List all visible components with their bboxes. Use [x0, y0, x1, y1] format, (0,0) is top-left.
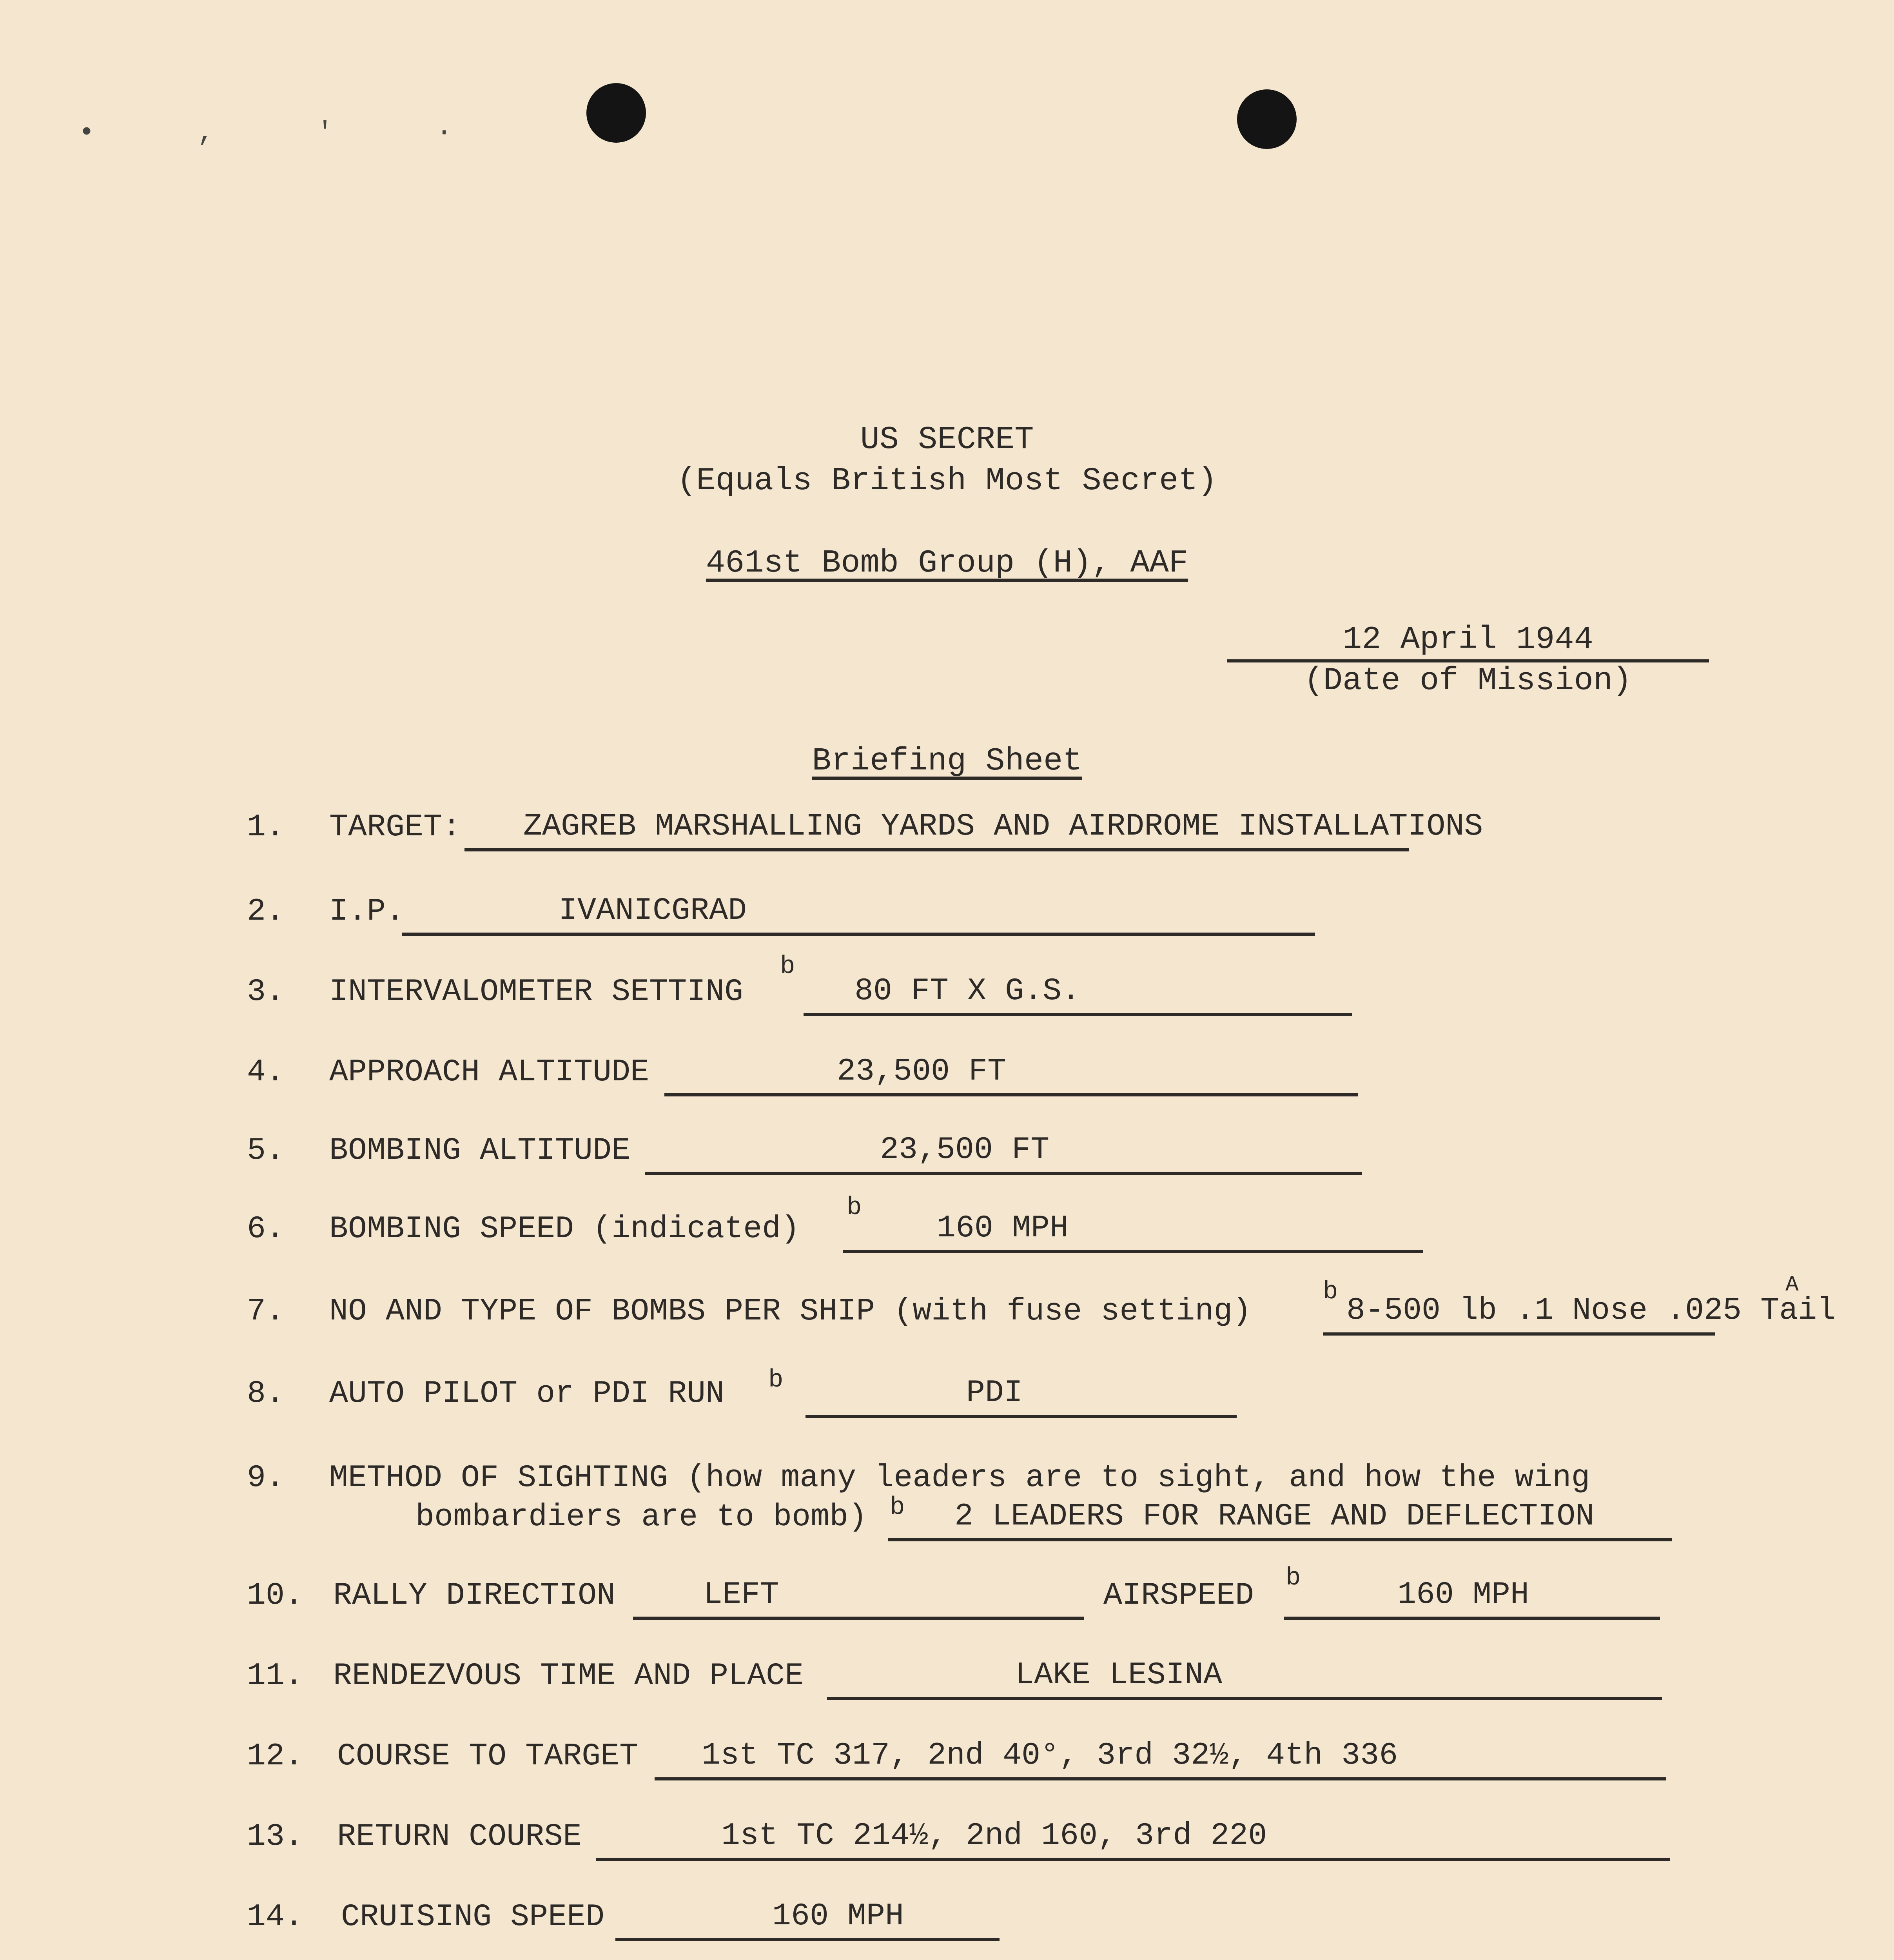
- field-value: 1st TC 317, 2nd 40°, 3rd 32½, 4th 336: [702, 1738, 1398, 1773]
- item-intervalometer: [247, 953, 1697, 1019]
- annotation-mark: b: [780, 953, 795, 981]
- item-label: TARGET:: [329, 809, 461, 845]
- field-value: 23,500 FT: [880, 1132, 1050, 1168]
- field-value: LAKE LESINA: [1015, 1657, 1223, 1693]
- item-label: INTERVALOMETER SETTING: [329, 974, 744, 1010]
- annotation-mark: A: [1785, 1272, 1799, 1297]
- item-label: METHOD OF SIGHTING (how many leaders are to sight, and how the wing: [329, 1460, 1590, 1496]
- marginal-marks: • , ' ·: [78, 118, 496, 149]
- mission-date-label: (Date of Mission): [1304, 662, 1632, 699]
- mission-date-block: [1227, 621, 1709, 699]
- item-number: 10.: [247, 1578, 304, 1613]
- item-label: APPROACH ALTITUDE: [329, 1054, 649, 1090]
- item-label: RETURN COURSE: [337, 1819, 582, 1855]
- field-value: 80 FT X G.S.: [854, 973, 1081, 1009]
- field-cruising-speed: [615, 1899, 1000, 1941]
- item-label: CRUISING SPEED: [341, 1899, 605, 1935]
- item-bombing-altitude: [247, 1132, 1697, 1178]
- item-number: 12.: [247, 1739, 304, 1774]
- title-line: [0, 743, 1894, 779]
- annotation-mark: b: [890, 1494, 905, 1522]
- item-number: 4.: [247, 1054, 285, 1090]
- annotation-mark: b: [768, 1366, 784, 1394]
- field-value: 160 MPH: [937, 1210, 1069, 1246]
- item-course-to-target: [247, 1740, 1697, 1784]
- field-approach-altitude: [664, 1054, 1358, 1096]
- annotation-mark: b: [1323, 1278, 1338, 1306]
- field-value: 1st TC 214½, 2nd 160, 3rd 220: [721, 1818, 1267, 1854]
- field-target: [464, 809, 1483, 851]
- item-number: 2.: [247, 894, 285, 929]
- item-label: BOMBING SPEED (indicated): [329, 1211, 800, 1247]
- item-approach-altitude: [247, 1056, 1697, 1100]
- sheet-title: Briefing Sheet: [812, 743, 1082, 779]
- item-bombing-speed: [247, 1194, 1697, 1256]
- field-value: ZAGREB MARSHALLING YARDS AND AIRDROME INSTALLATIONS: [523, 809, 1483, 844]
- item-auto-pilot: [247, 1366, 1697, 1421]
- field-airspeed: [1284, 1577, 1660, 1620]
- field-ip: [402, 893, 1315, 936]
- field-value: 160 MPH: [1397, 1577, 1529, 1613]
- item-label: AUTO PILOT or PDI RUN: [329, 1376, 725, 1412]
- item-number: 6.: [247, 1211, 285, 1247]
- item-label: bombardiers are to bomb): [415, 1499, 867, 1535]
- item-number: 9.: [247, 1460, 285, 1496]
- item-label: BOMBING ALTITUDE: [329, 1133, 631, 1169]
- item-return-course: [247, 1818, 1697, 1864]
- field-bombs-per-ship: [1323, 1293, 1836, 1336]
- item-ip: [247, 893, 1697, 939]
- field-bombing-speed: [843, 1211, 1423, 1253]
- item-label: NO AND TYPE OF BOMBS PER SHIP (with fuse setting): [329, 1294, 1252, 1329]
- item-label: COURSE TO TARGET: [337, 1739, 639, 1774]
- field-value: IVANICGRAD: [559, 893, 747, 929]
- item-number: 13.: [247, 1819, 304, 1855]
- field-course-to-target: [655, 1738, 1666, 1780]
- item-number: 5.: [247, 1133, 285, 1169]
- field-value: 8-500 lb .1 Nose .025 Tail: [1346, 1293, 1836, 1328]
- punch-hole-left: [586, 83, 646, 143]
- classification: US SECRET: [860, 421, 1034, 458]
- field-intervalometer: [804, 974, 1352, 1016]
- item-method-of-sighting-cont: [247, 1494, 1697, 1544]
- item-label: I.P.: [329, 894, 405, 929]
- item-number: 8.: [247, 1376, 285, 1412]
- unit-name: 461st Bomb Group (H), AAF: [706, 545, 1188, 581]
- classification-note: (Equals British Most Secret): [677, 463, 1217, 499]
- item-cruising-speed: [247, 1898, 1697, 1944]
- item-number: 14.: [247, 1899, 304, 1935]
- item-rally-direction: [247, 1564, 1697, 1623]
- item-number: 7.: [247, 1294, 285, 1329]
- annotation-mark: b: [847, 1194, 862, 1222]
- annotation-mark: b: [1286, 1564, 1301, 1592]
- item-label: AIRSPEED: [1103, 1578, 1254, 1613]
- field-value: 160 MPH: [772, 1898, 904, 1934]
- field-rendezvous: [827, 1658, 1662, 1700]
- field-method-of-sighting: [888, 1499, 1672, 1541]
- field-rally-direction: [633, 1577, 1084, 1620]
- item-target: [247, 811, 1697, 855]
- field-value: PDI: [966, 1375, 1023, 1411]
- item-number: 1.: [247, 809, 285, 845]
- item-rendezvous: [247, 1657, 1697, 1703]
- item-label: RALLY DIRECTION: [333, 1578, 616, 1613]
- field-value: 2 LEADERS FOR RANGE AND DEFLECTION: [954, 1499, 1595, 1534]
- item-label: RENDEZVOUS TIME AND PLACE: [333, 1658, 804, 1694]
- field-value: 23,500 FT: [837, 1054, 1007, 1089]
- item-number: 11.: [247, 1658, 304, 1694]
- mission-date: 12 April 1944: [1227, 621, 1709, 662]
- item-bombs-per-ship: [247, 1272, 1836, 1339]
- unit-line: [0, 545, 1894, 581]
- field-bombing-altitude: [645, 1132, 1362, 1175]
- field-return-course: [596, 1818, 1670, 1861]
- field-value: LEFT: [704, 1577, 779, 1613]
- punch-hole-right: [1237, 89, 1297, 149]
- field-auto-pilot: [805, 1376, 1237, 1418]
- item-number: 3.: [247, 974, 285, 1010]
